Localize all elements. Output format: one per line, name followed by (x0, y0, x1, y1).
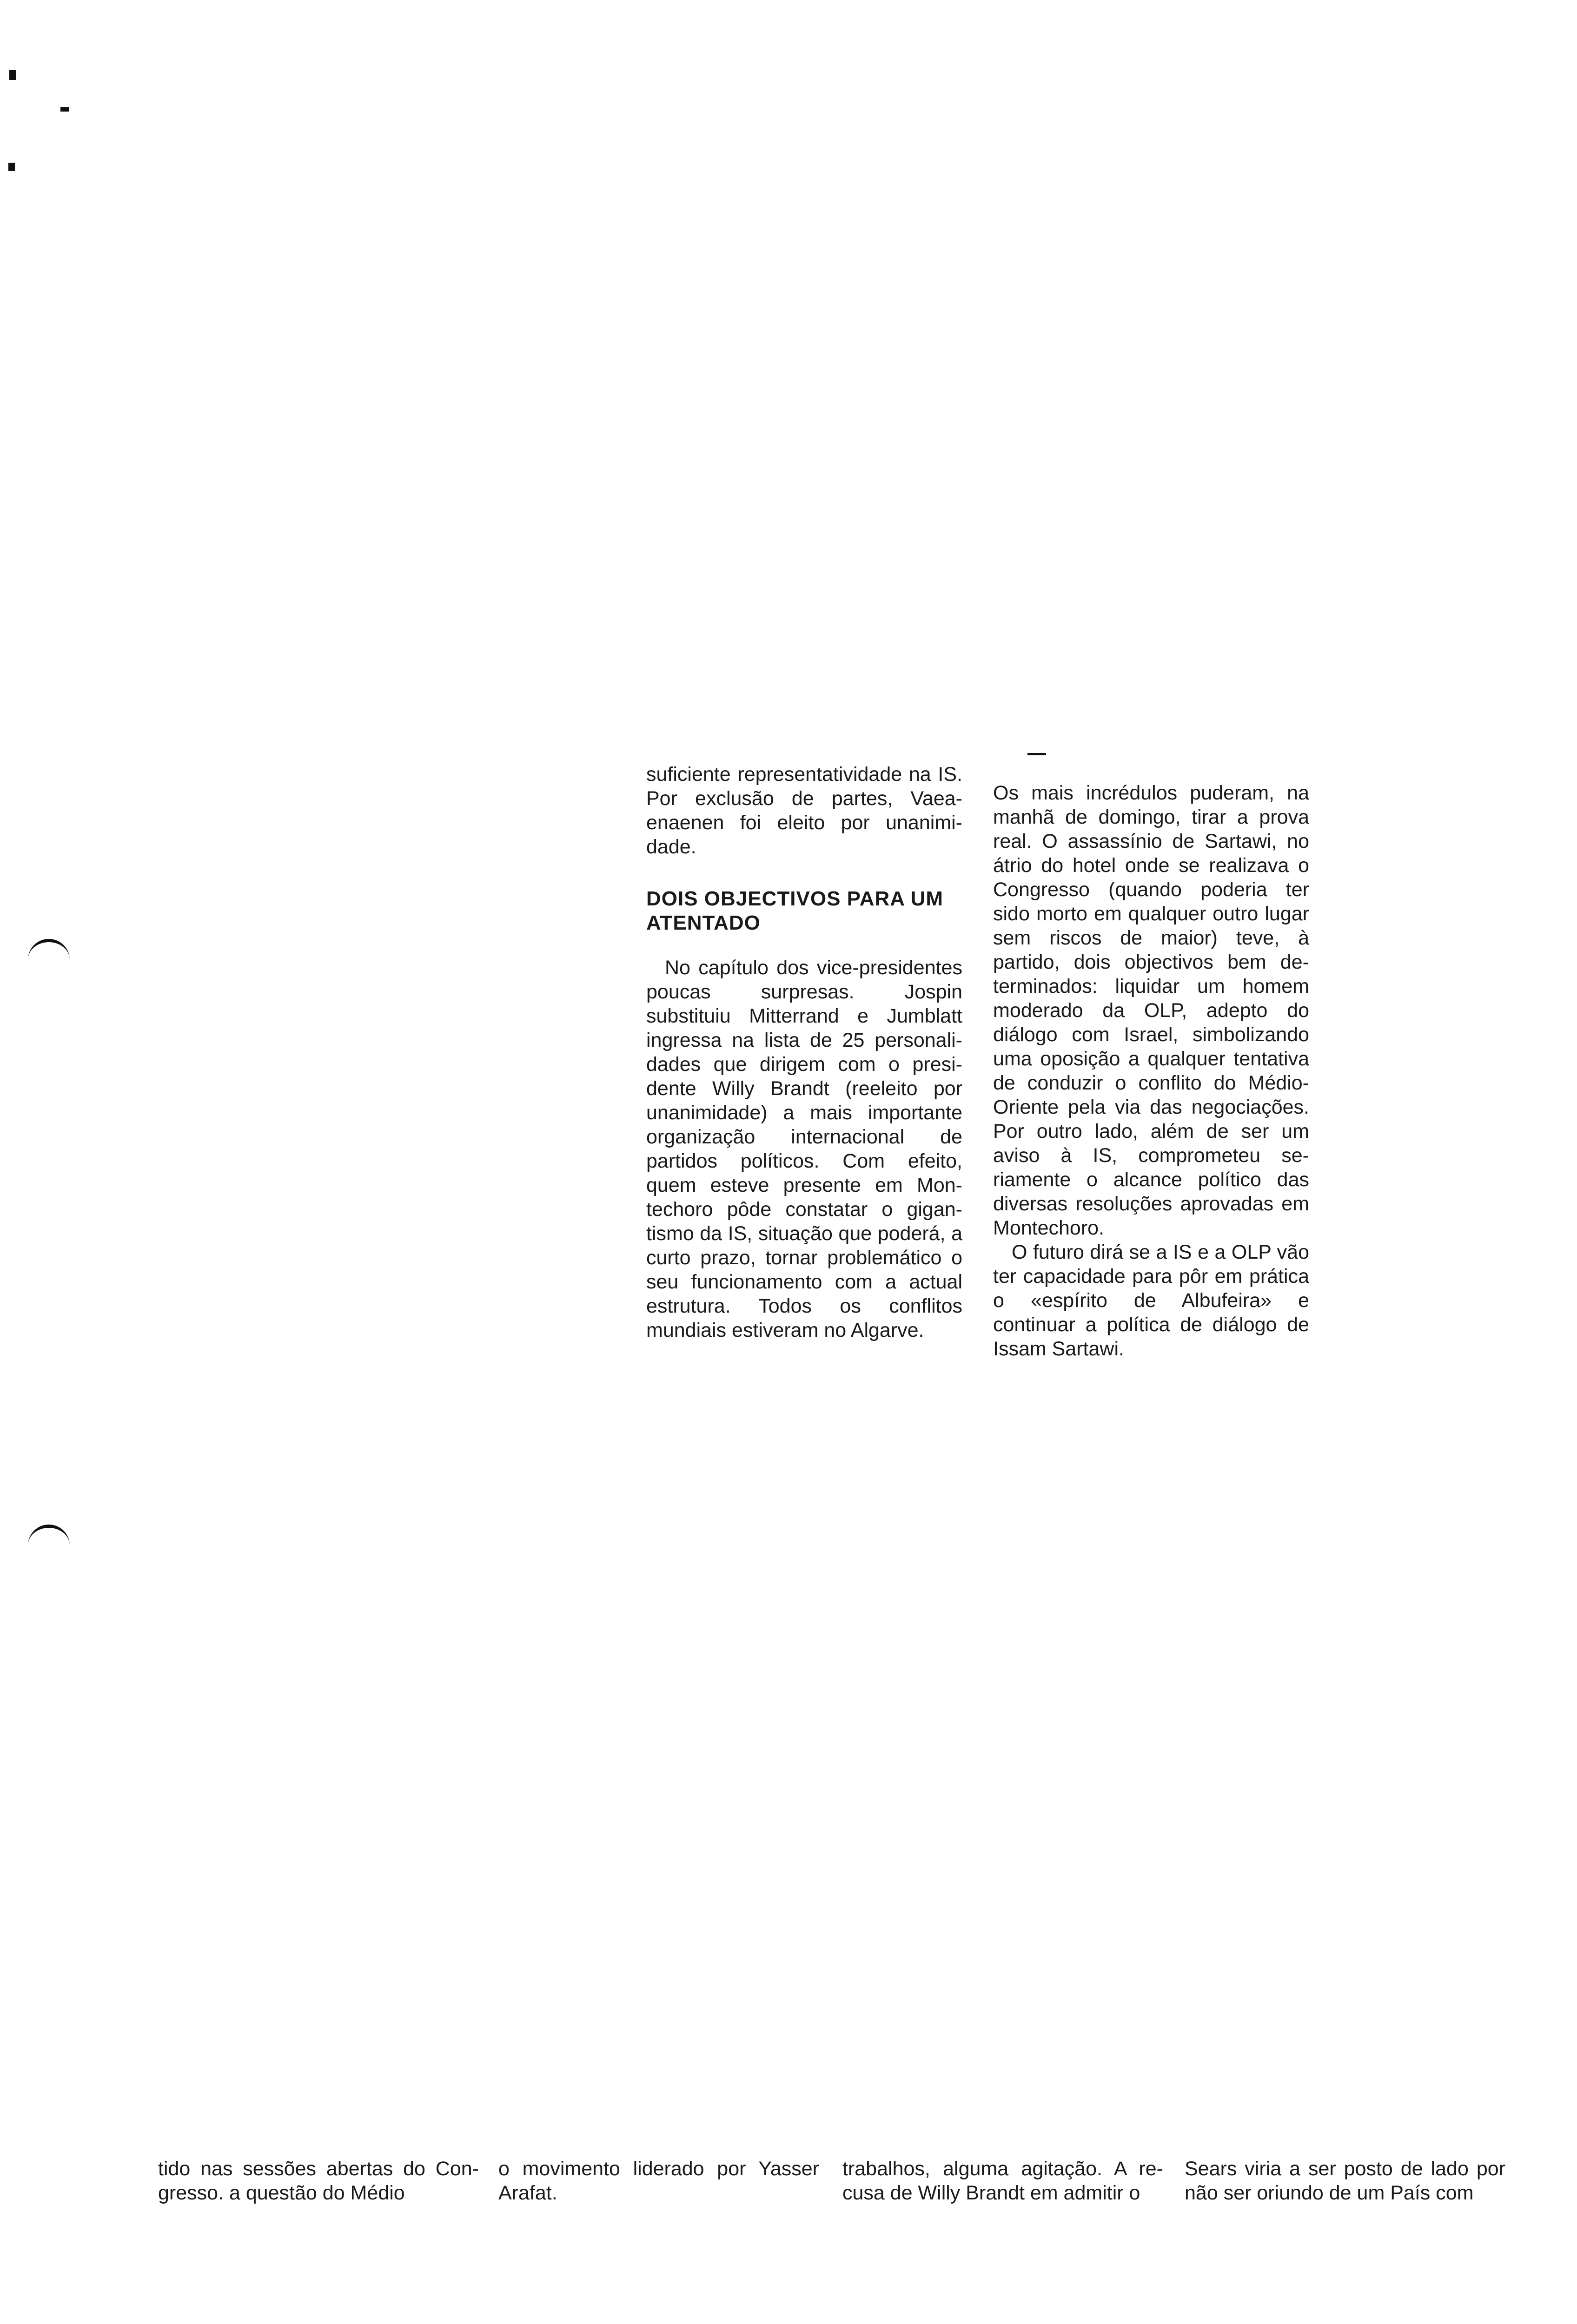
paragraph: No capítulo dos vice-presidentes poucas surpresas. Jospin substituiu Mitterrand e Jumblatt ingressa na lista de 25 personalidades que dirigem com o presidente Willy Brandt (reeleito por unanimidade) a mais importante organização internacional de partidos políticos. Com efeito, quem esteve presente em Montechoro pôde constatar o gigantismo da IS, situação que poderá, a curto prazo, tornar problemático o seu funcionamento com a actual estrutura. Todos os conflitos mundiais estiveram no Algarve. (646, 957, 962, 1341)
paragraph: O futuro dirá se a IS e a OLP vão ter capacidade para pôr em prática o «espírito de Albufeira» e continuar a política de diálogo de Issam Sartawi. (993, 1241, 1309, 1360)
scan-speck (8, 163, 15, 171)
paragraph: suficiente representatividade na IS. Por exclusão de partes, Vaeaenaenen foi eleito por unanimidade. (646, 763, 962, 858)
bottom-column-fragment: o movimento liderado por Yasser Arafat. (498, 2158, 819, 2204)
paragraph: Os mais incrédulos puderam, na manhã de domingo, tirar a prova real. O assassínio de Sartawi, no átrio do hotel onde se realizava o Congresso (quando poderia ter sido morto em qualquer outro lugar sem riscos de maior) teve, à partido, dois objectivos bem determinados: liquidar um homem moderado da OLP, adepto do diálogo com Israel, simbolizando uma oposição a qualquer tentativa de conduzir o conflito do Médio-Oriente pela via das negociações. Por outro lado, além de ser um aviso à IS, comprometeu seriamente o alcance político das diversas resoluções aprovadas em Montechoro. (993, 782, 1309, 1239)
section-heading: DOIS OBJECTIVOS PARA UM ATENTADO (646, 887, 944, 934)
binder-hole-mark (28, 1525, 70, 1556)
bottom-column-fragment: Sears viria a ser posto de lado por não ser oriundo de um País com (1185, 2158, 1505, 2204)
binder-hole-mark (28, 939, 70, 970)
bottom-column-fragment: tido nas sessões abertas do Congresso. a questão do Médio (158, 2158, 479, 2204)
scan-speck (60, 107, 69, 112)
scan-speck (9, 70, 16, 80)
article-column-left (646, 762, 962, 1342)
scan-dash (1027, 753, 1046, 755)
bottom-column-fragment: trabalhos, alguma agitação. A recusa de Willy Brandt em admitir o (842, 2158, 1163, 2204)
article-column-right (993, 781, 1309, 1361)
